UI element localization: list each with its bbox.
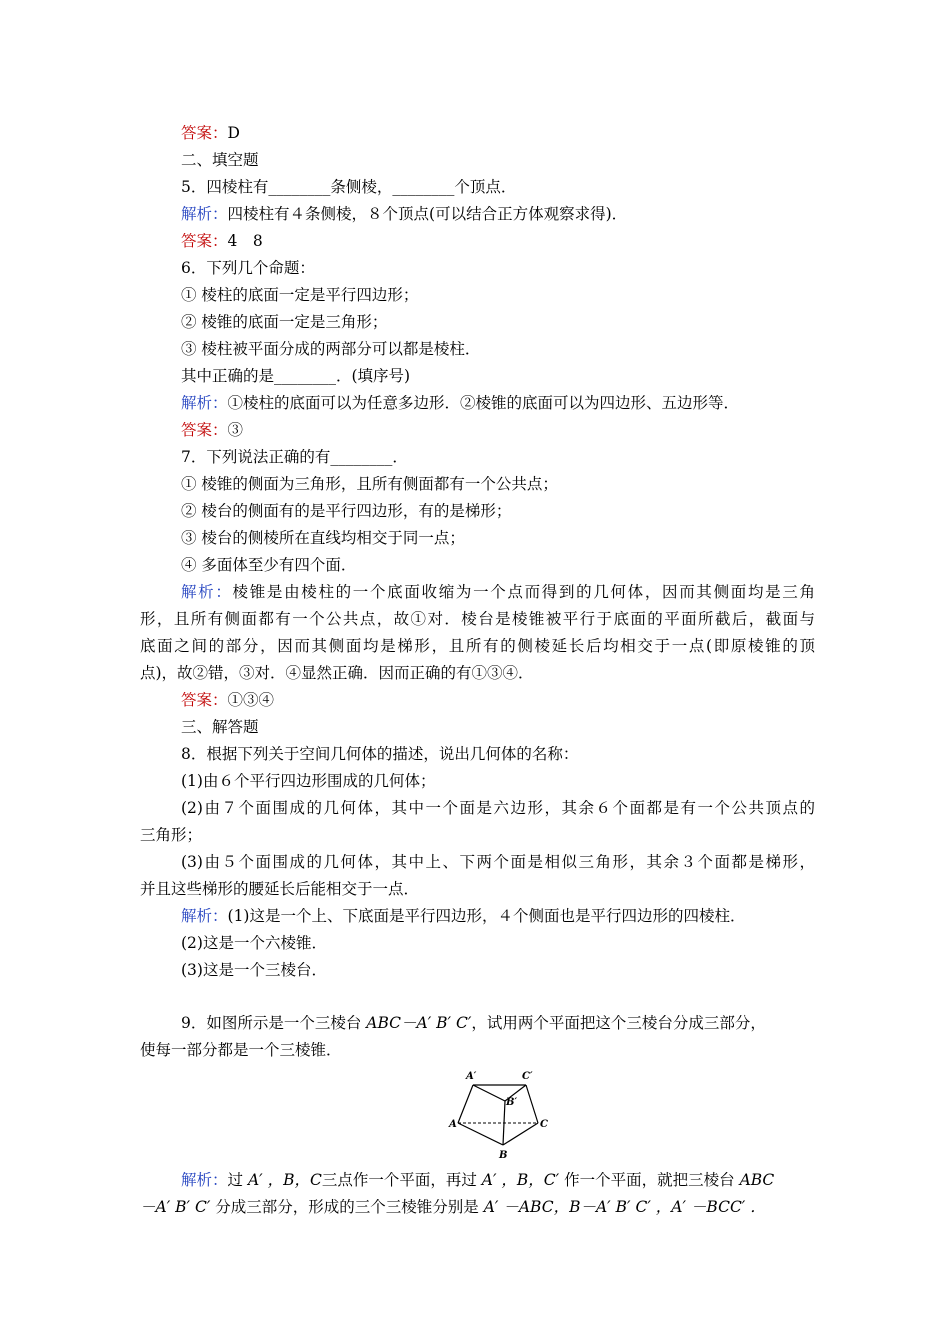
answer-label: 答案：: [181, 691, 228, 709]
q8-part-2-line-1: (2)由７个面围成的几何体，其中一个面是六边形，其余６个面都是有一个公共顶点的: [181, 799, 815, 817]
q7-analysis-line-1: [181, 582, 815, 602]
q9-sol-1c: 三点作一个平面，再过: [321, 1171, 482, 1189]
q6-analysis-line: [181, 393, 739, 413]
label-a-prime: A′: [466, 1071, 477, 1082]
q7-analysis-line-2: 形，且所有侧面都有一个公共点，故①对．棱台是棱锥被平行于底面的平面所截后，截面与: [140, 610, 815, 628]
q8-part-2-line-2: 三角形；: [140, 826, 203, 844]
analysis-label: 解析：: [181, 394, 228, 412]
analysis-label: 解析：: [181, 907, 228, 925]
section-solve-heading: 三、解答题: [181, 718, 259, 736]
q9-stem-c: ，试用两个平面把这个三棱台分成三部分，: [471, 1014, 766, 1032]
q7-answer: ①③④: [227, 691, 275, 709]
q6-ask: 其中正确的是________．(填序号): [181, 367, 411, 385]
q4-answer: D: [227, 124, 240, 142]
label-b-prime: B′: [506, 1097, 518, 1108]
q9-sol-1a: 过: [227, 1171, 248, 1189]
label-a: A: [449, 1119, 457, 1130]
q9-stem-line-2: 使每一部分都是一个三棱锥．: [140, 1041, 342, 1059]
q6-answer-line: [181, 420, 243, 440]
q7-stem: 7．下列说法正确的有________．: [181, 448, 408, 466]
answer-label: 答案：: [181, 232, 228, 250]
q8-analysis-line-1: [181, 906, 745, 926]
q7-item-4: ④ 多面体至少有四个面．: [181, 556, 357, 574]
q9-stem-solid: ABC－A′ B′ C′: [366, 1014, 472, 1032]
q9-sol-1e: 作一个平面，就把三棱台: [559, 1171, 740, 1189]
q7-analysis-line-4: 点)，故②错，③对．④显然正确．因而正确的有①③④．: [140, 664, 534, 682]
edge-a1-a: [458, 1085, 473, 1123]
q9-stem-line-1: [181, 1013, 766, 1033]
analysis-label: 解析：: [181, 583, 233, 601]
q9-solution-line-2: [140, 1197, 766, 1217]
q8-part-1: (1)由６个平行四边形围成的几何体；: [181, 772, 436, 790]
q8-analysis-2: (2)这是一个六棱锥．: [181, 934, 327, 952]
q6-analysis: ①棱柱的底面可以为任意多边形．②棱锥的底面可以为四边形、五边形等．: [227, 394, 740, 412]
q8-part-3-line-1: (3)由５个面围成的几何体，其中上、下两个面是相似三角形，其余３个面都是梯形，: [181, 853, 815, 871]
edge-a-b: [458, 1123, 503, 1145]
q8-analysis-3: (3)这是一个三棱台．: [181, 961, 327, 979]
q9-sol-1b: A′ ，B，C: [247, 1171, 322, 1189]
q7-item-3: ③ 棱台的侧棱所在直线均相交于同一点；: [181, 529, 465, 547]
q6-answer: ③: [227, 421, 244, 439]
q9-sol-1d: A′ ，B，C′: [481, 1171, 560, 1189]
section-fill-in-heading: 二、填空题: [181, 151, 259, 169]
answer-label: 答案：: [181, 124, 228, 142]
edge-a1-b1: [473, 1085, 505, 1101]
edge-c1-c: [526, 1085, 538, 1123]
q6-item-1: ① 棱柱的底面一定是平行四边形；: [181, 286, 419, 304]
q8-stem: 8．根据下列关于空间几何体的描述，说出几何体的名称：: [181, 745, 579, 763]
answer-label: 答案：: [181, 421, 228, 439]
q6-item-3: ③ 棱柱被平面分成的两部分可以都是棱柱．: [181, 340, 481, 358]
label-c: C: [540, 1119, 548, 1130]
q5-analysis-line: [181, 204, 627, 224]
q5-answer-line: [181, 231, 263, 251]
label-b: B: [499, 1150, 508, 1161]
analysis-label: 解析：: [181, 205, 228, 223]
q7-analysis-1: 棱锥是由棱柱的一个底面收缩为一个点而得到的几何体，因而其侧面均是三角: [232, 583, 815, 601]
q9-sol-2b: 分成三部分，形成的三个三棱锥分别是: [210, 1198, 484, 1216]
q8-part-3-line-2: 并且这些梯形的腰延长后能相交于一点．: [140, 880, 420, 898]
edge-c-b: [503, 1123, 538, 1145]
q8-analysis-1: (1)这是一个上、下底面是平行四边形，４个侧面也是平行四边形的四棱柱．: [227, 907, 746, 925]
q9-solution-line-1: [181, 1170, 774, 1190]
q9-sol-2c: A′ －ABC，B－A′ B′ C′ ，A′ －BCC′ ．: [483, 1198, 766, 1216]
analysis-label: 解析：: [181, 1171, 228, 1189]
label-c-prime: C′: [522, 1071, 533, 1082]
q6-stem: 6．下列几个命题：: [181, 259, 315, 277]
q9-sol-1f: ABC: [739, 1171, 775, 1189]
q7-answer-line: [181, 690, 274, 710]
q5-answer: 4 8: [227, 232, 263, 250]
q4-answer-line: [181, 123, 240, 143]
frustum-diagram: [448, 1067, 558, 1163]
q5-stem: 5．四棱柱有________条侧棱，________个顶点．: [181, 178, 517, 196]
q5-analysis: 四棱柱有４条侧棱，８个顶点(可以结合正方体观察求得)．: [227, 205, 628, 223]
q7-analysis-line-3: 底面之间的部分，因而其侧面均是梯形，且所有的侧棱延长后均相交于一点(即原棱锥的顶: [140, 637, 815, 655]
frustum-figure: [448, 1067, 558, 1163]
q7-item-2: ② 棱台的侧面有的是平行四边形，有的是梯形；: [181, 502, 512, 520]
q9-stem-a: 9．如图所示是一个三棱台: [181, 1014, 367, 1032]
q7-item-1: ① 棱锥的侧面为三角形，且所有侧面都有一个公共点；: [181, 475, 558, 493]
q9-sol-2a: －A′ B′ C′: [140, 1198, 211, 1216]
q6-item-2: ② 棱锥的底面一定是三角形；: [181, 313, 388, 331]
